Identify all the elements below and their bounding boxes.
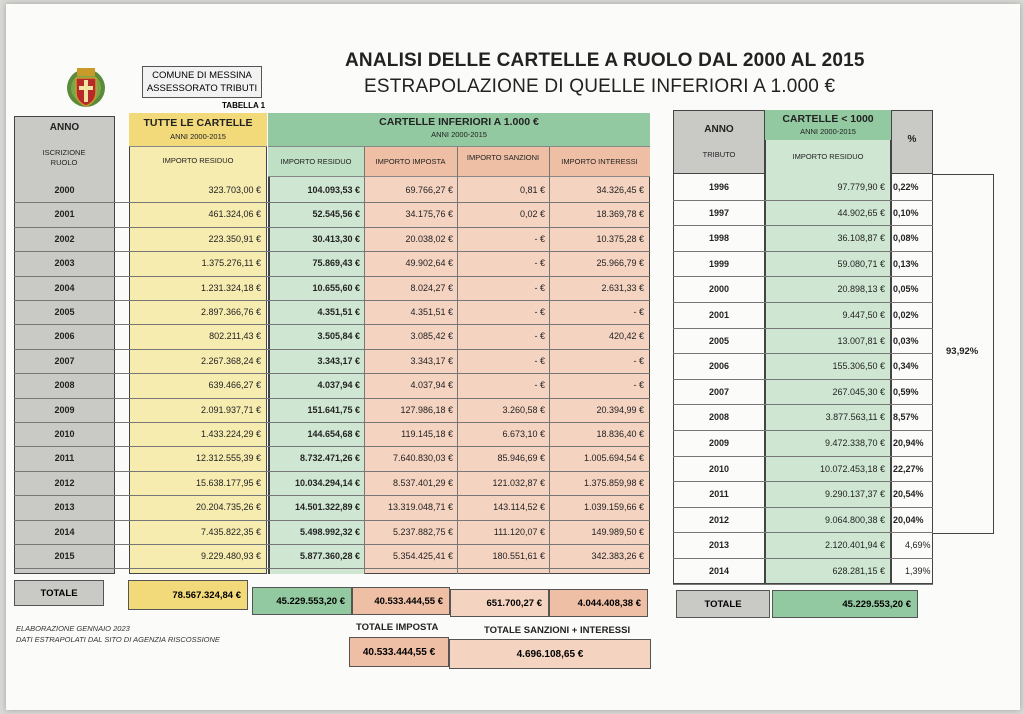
right-row-rule — [673, 200, 933, 201]
right-cell-anno: 2014 — [708, 566, 730, 576]
right-cell-residuo: 10.072.453,18 € — [819, 463, 885, 474]
tutte-sub-header: IMPORTO RESIDUO — [162, 156, 234, 165]
messina-crest-icon — [64, 62, 108, 112]
left-cell-residuo: 30.413,30 € — [312, 233, 360, 244]
right-totale-value: 45.229.553,20 € — [772, 590, 918, 618]
right-cart-years: ANNI 2000-2015 — [800, 127, 856, 136]
right-cell-anno: 2010 — [708, 463, 730, 474]
left-row-rule — [14, 544, 650, 545]
left-row-rule — [14, 568, 650, 569]
left-cell-tutte: 1.231.324,18 € — [200, 282, 261, 293]
right-cell-pct: 1,39% — [905, 566, 931, 576]
left-cell-interessi: 1.005.694,54 € — [583, 453, 644, 464]
left-cell-anno: 2001 — [54, 209, 75, 220]
tabella-label: TABELLA 1 — [222, 101, 266, 110]
right-cell-pct: 22,27% — [893, 463, 924, 474]
left-cell-sanzioni: 180.551,61 € — [492, 551, 545, 561]
left-cell-tutte: 639.466,27 € — [208, 380, 261, 391]
left-cell-imposta: 127.986,18 € — [400, 404, 453, 415]
left-cell-anno: 2010 — [54, 429, 75, 439]
left-row-rule — [14, 276, 650, 277]
right-anno-header-bg — [673, 110, 765, 174]
right-cell-pct: 8,57% — [893, 412, 919, 423]
left-cell-tutte: 12.312.555,39 € — [195, 453, 261, 464]
left-cell-tutte: 323.703,00 € — [208, 185, 261, 195]
right-cell-anno: 2012 — [708, 514, 730, 525]
left-cell-residuo: 104.093,53 € — [307, 185, 360, 195]
right-cell-residuo: 3.877.563,11 € — [825, 412, 885, 423]
right-row-rule — [673, 456, 933, 457]
left-row-rule — [14, 471, 650, 472]
group-pct: 93,92% — [946, 346, 979, 357]
left-cell-sanzioni: - € — [534, 331, 545, 342]
left-cell-sanzioni: - € — [534, 380, 545, 391]
left-cell-residuo: 5.498.992,32 € — [299, 526, 360, 537]
right-cell-anno: 2011 — [709, 489, 729, 500]
left-cell-interessi: 18.836,40 € — [596, 429, 644, 439]
inferiori-header: CARTELLE INFERIORI A 1.000 € — [379, 116, 539, 128]
page-title: ANALISI DELLE CARTELLE A RUOLO DAL 2000 AL 2015 — [345, 50, 865, 71]
left-cell-imposta: 4.351,51 € — [410, 307, 453, 317]
left-cell-sanzioni: - € — [534, 307, 545, 317]
tot-sanzioni: 651.700,27 € — [450, 589, 549, 617]
left-cell-sanzioni: 0,81 € — [519, 185, 545, 195]
right-row-rule — [673, 379, 933, 380]
page-subtitle: ESTRAPOLAZIONE DI QUELLE INFERIORI A 1.000 € — [364, 76, 836, 97]
left-cell-imposta: 34.175,76 € — [405, 209, 453, 220]
right-cell-pct: 4,69% — [905, 540, 931, 551]
right-row-rule — [673, 507, 933, 508]
right-anno-sub-header: TRIBUTO — [702, 150, 736, 159]
left-row-rule — [14, 398, 650, 399]
tutte-header: TUTTE LE CARTELLE — [143, 117, 253, 129]
left-cell-imposta: 8.024,27 € — [410, 282, 453, 293]
tot-sanz-value: 4.696.108,65 € — [449, 639, 651, 669]
right-cell-anno: 2008 — [708, 412, 730, 423]
right-cell-anno: 2005 — [708, 335, 730, 346]
left-cell-sanzioni: 111.120,07 € — [493, 526, 545, 537]
left-cell-imposta: 5.237.882,75 € — [392, 526, 453, 537]
right-row-rule — [673, 404, 933, 405]
left-cell-interessi: - € — [633, 355, 644, 366]
right-row-rule — [673, 353, 933, 354]
left-cell-anno: 2013 — [54, 502, 75, 513]
right-totale-label: TOTALE — [676, 590, 770, 618]
left-cell-sanzioni: - € — [534, 233, 545, 244]
left-cell-sanzioni: - € — [534, 355, 545, 366]
right-cell-residuo: 628.281,15 € — [832, 566, 885, 576]
right-cell-pct: 0,34% — [893, 361, 919, 372]
left-cell-imposta: 13.319.048,71 € — [387, 502, 453, 513]
tutte-years: ANNI 2000-2015 — [170, 132, 226, 141]
right-cell-pct: 0,59% — [893, 386, 919, 397]
tot-sanz-label: TOTALE SANZIONI + INTERESSI — [484, 625, 631, 636]
inferiori-years: ANNI 2000-2015 — [431, 130, 487, 139]
left-row-rule — [14, 495, 650, 496]
left-cell-imposta: 49.902,64 € — [405, 258, 453, 269]
left-cell-imposta: 4.037,94 € — [410, 380, 453, 391]
right-row-rule — [673, 225, 933, 226]
left-cell-residuo: 8.732.471,26 € — [299, 453, 360, 464]
left-cell-tutte: 2.091.937,71 € — [200, 404, 261, 415]
comune-box — [142, 66, 262, 98]
right-row-rule — [673, 251, 933, 252]
left-cell-interessi: 34.326,45 € — [596, 185, 644, 195]
right-cell-pct: 20,04% — [893, 514, 924, 525]
left-cell-sanzioni: 121.032,87 € — [492, 477, 545, 488]
right-cell-anno: 2001 — [708, 310, 730, 320]
right-cell-pct: 0,02% — [893, 310, 919, 320]
left-cell-interessi: 20.394,99 € — [596, 404, 644, 415]
right-cell-residuo: 36.108,87 € — [837, 233, 885, 244]
right-cell-anno: 2006 — [708, 361, 730, 372]
right-row-rule — [673, 276, 933, 277]
right-cell-pct: 0,03% — [893, 335, 919, 346]
left-cell-residuo: 14.501.322,89 € — [294, 502, 360, 513]
left-cell-interessi: - € — [633, 307, 644, 317]
right-cell-residuo: 267.045,30 € — [832, 386, 885, 397]
left-cell-anno: 2005 — [54, 307, 75, 317]
left-cell-interessi: - € — [633, 380, 644, 391]
left-cell-anno: 2008 — [54, 380, 75, 391]
left-row-rule — [14, 300, 650, 301]
left-cell-tutte: 2.897.366,76 € — [200, 307, 261, 317]
right-row-rule — [673, 532, 933, 533]
col-residuo-header: IMPORTO RESIDUO — [280, 157, 352, 166]
right-cell-residuo: 2.120.401,94 € — [824, 540, 885, 551]
left-cell-sanzioni: 0,02 € — [519, 209, 545, 220]
right-cell-pct: 0,05% — [893, 284, 919, 295]
right-cart-sub-header: IMPORTO RESIDUO — [792, 152, 864, 161]
left-cell-residuo: 4.037,94 € — [317, 380, 360, 391]
col-imposta-header: IMPORTO IMPOSTA — [375, 157, 446, 166]
right-cell-residuo: 9.447,50 € — [842, 310, 885, 320]
left-row-rule — [14, 227, 650, 228]
right-cell-residuo: 9.472.338,70 € — [824, 438, 885, 448]
left-cell-interessi: 1.039.159,66 € — [583, 502, 644, 513]
right-cell-anno: 2009 — [708, 438, 730, 448]
left-cell-interessi: 420,42 € — [608, 331, 644, 342]
right-cart-header: CARTELLE < 1000 — [782, 113, 874, 125]
left-cell-tutte: 802.211,43 € — [209, 331, 261, 342]
left-cell-tutte: 2.267.368,24 € — [200, 355, 261, 366]
left-cell-imposta: 3.085,42 € — [410, 331, 453, 342]
left-totale-label: TOTALE — [14, 580, 104, 606]
right-cell-anno: 2013 — [708, 540, 730, 551]
left-cell-residuo: 52.545,56 € — [312, 209, 360, 220]
comune-line1: COMUNE DI MESSINA — [152, 70, 252, 81]
left-cell-tutte: 461.324,06 € — [208, 209, 261, 220]
left-cell-residuo: 151.641,75 € — [307, 404, 360, 415]
right-cell-pct: 0,08% — [893, 233, 919, 244]
left-cell-anno: 2002 — [54, 233, 75, 244]
right-cell-residuo: 44.902,65 € — [837, 207, 885, 218]
left-cell-anno: 2006 — [54, 331, 75, 342]
right-cell-residuo: 9.064.800,38 € — [824, 514, 885, 525]
right-cell-anno: 1998 — [708, 233, 730, 244]
left-cell-residuo: 3.505,84 € — [317, 331, 360, 342]
right-cell-residuo: 97.779,90 € — [837, 182, 885, 192]
left-cell-anno: 2003 — [54, 258, 75, 269]
anno-header: ANNO — [49, 122, 80, 133]
right-cell-pct: 0,13% — [893, 258, 919, 269]
left-cell-imposta: 7.640.830,03 € — [392, 453, 453, 464]
right-row-rule — [673, 302, 933, 303]
left-cell-interessi: 2.631,33 € — [601, 282, 644, 293]
left-row-rule — [14, 251, 650, 252]
left-cell-anno: 2000 — [54, 185, 75, 195]
tot-residuo: 45.229.553,20 € — [252, 587, 352, 615]
left-cell-imposta: 3.343,17 € — [410, 355, 453, 366]
tot-interessi: 4.044.408,38 € — [549, 589, 648, 617]
right-cell-residuo: 59.080,71 € — [837, 258, 885, 269]
left-cell-interessi: 342.383,26 € — [591, 551, 644, 561]
col-sanzioni-header: IMPORTO SANZIONI — [466, 153, 540, 162]
right-cell-pct: 20,54% — [893, 489, 924, 500]
left-cell-interessi: 18.369,78 € — [596, 209, 644, 220]
right-cell-pct: 0,22% — [893, 182, 919, 192]
right-cell-residuo: 20.898,13 € — [837, 284, 885, 295]
anno-sub-header: ISCRIZIONE RUOLO — [42, 148, 86, 167]
left-cell-anno: 2009 — [54, 404, 75, 415]
tot-imposta-label: TOTALE IMPOSTA — [356, 622, 439, 633]
tot-imposta-value: 40.533.444,55 € — [349, 637, 449, 667]
left-cell-interessi: 1.375.859,98 € — [583, 477, 644, 488]
left-row-rule — [14, 324, 650, 325]
left-cell-interessi: 149.989,50 € — [591, 526, 644, 537]
right-cell-anno: 2000 — [708, 284, 730, 295]
left-cell-interessi: 25.966,79 € — [596, 258, 644, 269]
right-cell-anno: 2007 — [708, 386, 730, 397]
left-cell-residuo: 5.877.360,28 € — [299, 551, 360, 561]
left-cell-tutte: 20.204.735,26 € — [195, 502, 261, 513]
left-cell-sanzioni: 85.946,69 € — [497, 453, 545, 464]
left-cell-sanzioni: - € — [534, 258, 545, 269]
right-row-rule — [673, 584, 933, 585]
right-cell-anno: 1999 — [708, 258, 730, 269]
right-row-rule — [673, 558, 933, 559]
left-cell-anno: 2014 — [54, 526, 75, 537]
left-cell-imposta: 69.766,27 € — [405, 185, 453, 195]
left-cell-sanzioni: 143.114,52 € — [493, 502, 545, 513]
left-cell-sanzioni: 3.260,58 € — [502, 404, 545, 415]
right-row-rule — [673, 328, 933, 329]
col-interessi-header: IMPORTO INTERESSI — [561, 157, 638, 166]
left-cell-residuo: 4.351,51 € — [317, 307, 360, 317]
left-cell-anno: 2004 — [54, 282, 75, 293]
left-row-rule — [14, 373, 650, 374]
left-cell-anno: 2011 — [54, 453, 75, 464]
right-row-rule — [673, 430, 933, 431]
left-cell-anno: 2012 — [54, 477, 75, 488]
right-cell-residuo: 13.007,81 € — [837, 335, 885, 346]
left-cell-imposta: 8.537.401,29 € — [392, 477, 453, 488]
tot-tutte: 78.567.324,84 € — [128, 580, 248, 610]
left-row-rule — [14, 349, 650, 350]
left-cell-imposta: 119.145,18 € — [401, 429, 453, 439]
left-cell-imposta: 20.038,02 € — [405, 233, 453, 244]
left-cell-tutte: 7.435.822,35 € — [200, 526, 261, 537]
right-cell-residuo: 9.290.137,37 € — [824, 489, 885, 500]
left-cell-tutte: 1.433.224,29 € — [200, 429, 261, 439]
left-cell-residuo: 75.869,43 € — [312, 258, 360, 269]
comune-line2: ASSESSORATO TRIBUTI — [146, 83, 258, 94]
left-cell-tutte: 223.350,91 € — [208, 233, 261, 244]
left-row-rule — [14, 446, 650, 447]
left-row-rule — [14, 520, 650, 521]
left-cell-sanzioni: - € — [534, 282, 545, 293]
right-row-rule — [673, 481, 933, 482]
left-cell-tutte: 1.375.276,11 € — [201, 258, 261, 269]
left-cell-imposta: 5.354.425,41 € — [392, 551, 453, 561]
right-anno-header: ANNO — [704, 124, 734, 135]
right-cell-residuo: 155.306,50 € — [832, 361, 885, 372]
left-cell-tutte: 15.638.177,95 € — [195, 477, 261, 488]
left-cell-residuo: 10.655,60 € — [312, 282, 360, 293]
left-row-rule — [14, 422, 650, 423]
left-cell-residuo: 144.654,68 € — [307, 429, 360, 439]
left-cell-anno: 2015 — [54, 551, 75, 561]
left-cell-residuo: 3.343,17 € — [317, 355, 360, 366]
right-cell-anno: 1997 — [708, 207, 730, 218]
left-cell-residuo: 10.034.294,14 € — [294, 477, 360, 488]
left-cell-interessi: 10.375,28 € — [596, 233, 644, 244]
tot-imposta: 40.533.444,55 € — [352, 587, 450, 615]
right-cell-anno: 1996 — [708, 182, 730, 192]
right-cell-pct: 0,10% — [893, 207, 919, 218]
note-2: DATI ESTRAPOLATI DAL SITO DI AGENZIA RISCOSSIONE — [16, 635, 220, 644]
left-cell-sanzioni: 6.673,10 € — [502, 429, 545, 439]
right-cell-pct: 20,94% — [893, 438, 924, 448]
left-cell-tutte: 9.229.480,93 € — [200, 551, 261, 561]
note-1: ELABORAZIONE GENNAIO 2023 — [16, 624, 130, 633]
right-pct-header: % — [907, 134, 917, 145]
left-row-rule — [14, 202, 650, 203]
left-cell-anno: 2007 — [54, 355, 75, 366]
